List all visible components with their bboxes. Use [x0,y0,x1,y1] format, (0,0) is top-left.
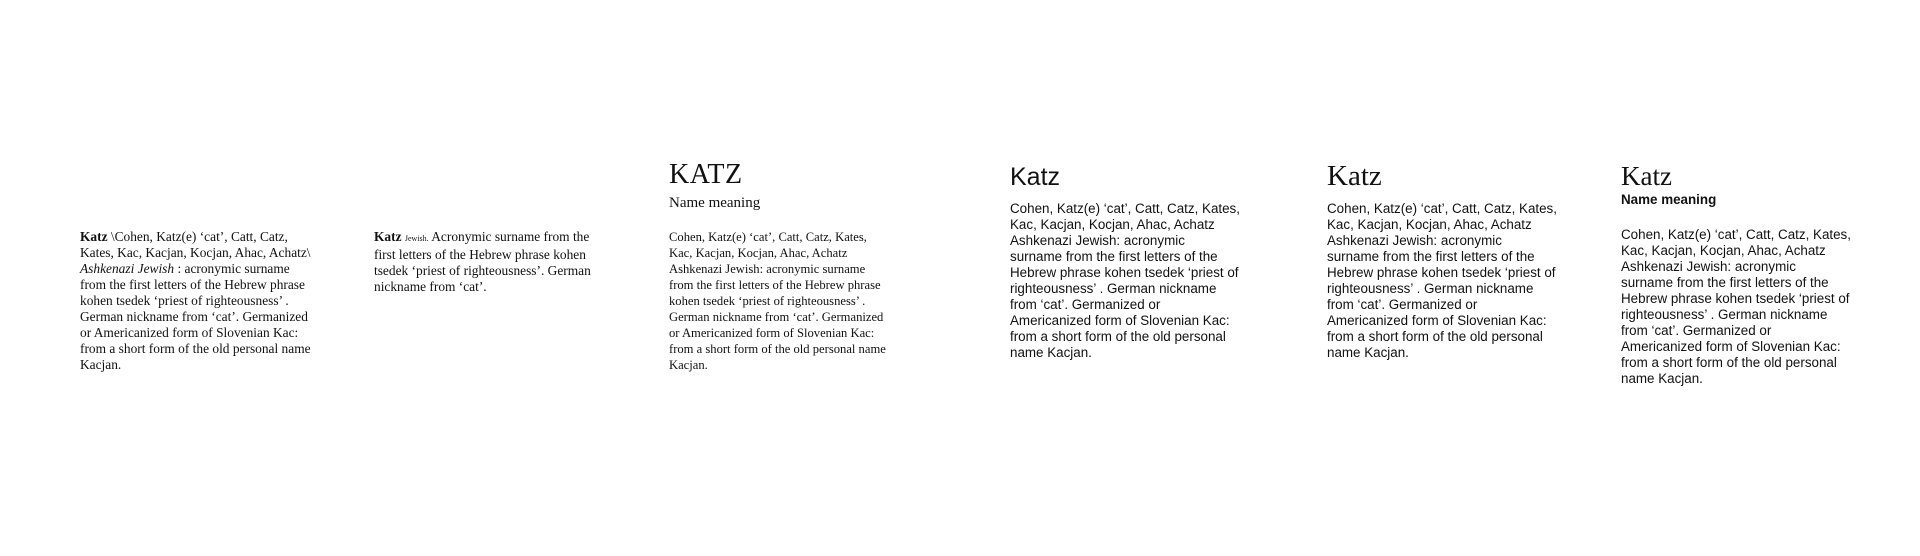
name-meaning-card-serif [669,160,891,373]
entry-paragraph [80,229,312,373]
entry-surname: Katz [80,229,108,244]
card-title: KATZ [669,159,743,190]
card-title: Katz [1327,160,1382,192]
card-title: Katz [1621,161,1672,191]
card-subtitle: Name meaning [669,195,761,211]
card-title: Katz [1010,163,1061,191]
name-meaning-card-mixed [1327,161,1557,361]
entry-variants: \Cohen, Katz(e) ‘cat’, Catt, Catz, Kates, Kac, Kacjan, Kocjan, Ahac, Achatz\ [80,229,311,260]
entry-definition: : acronymic surname from the first letters of the Hebrew phrase kohen tsedek ‘priest of righteousness’ . German nickname from ‘cat’. Germanized or Americanized form of Slovenian Kac: from a short form of the old personal name Kacjan. [80,261,311,372]
card-body: Cohen, Katz(e) ‘cat’, Catt, Catz, Kates, Kac, Kacjan, Kocjan, Ahac, Achatz Ashkenazi Jewish: acronymic surname from the first letters of the Hebrew phrase kohen tsedek ‘priest of righteousness’ . German nickname from ‘cat’. Germanized or Americanized form of Slovenian Kac: from a short form of the old personal name Kacjan. [1327,201,1557,360]
name-meaning-card-sans [1010,163,1240,361]
card-subtitle: Name meaning [1621,192,1717,207]
entry-origin-tag: Jewish. [404,234,429,243]
entry-definition: Acronymic surname from the first letters of the Hebrew phrase kohen tsedek ‘priest of righteousness’. German nickname from ‘cat’. [374,229,591,294]
name-entry-dictionary [80,229,312,373]
entry-origin: Ashkenazi Jewish [80,261,175,276]
card-body: Cohen, Katz(e) ‘cat’, Catt, Catz, Kates, Kac, Kacjan, Kocjan, Ahac, Achatz Ashkenazi Jewish: acronymic surname from the first letters of the Hebrew phrase kohen tsedek ‘priest of righteousness’ . German nickname from ‘cat’. Germanized or Americanized form of Slovenian Kac: from a short form of the old personal name Kacjan. [669,230,886,372]
name-entry-compact [374,229,606,295]
entry-surname: Katz [374,229,402,244]
card-body: Cohen, Katz(e) ‘cat’, Catt, Catz, Kates, Kac, Kacjan, Kocjan, Ahac, Achatz Ashkenazi Jewish: acronymic surname from the first letters of the Hebrew phrase kohen tsedek ‘priest of righteousness’ . German nickname from ‘cat’. Germanized or Americanized form of Slovenian Kac: from a short form of the old personal name Kacjan. [1010,201,1240,360]
card-body: Cohen, Katz(e) ‘cat’, Catt, Catz, Kates, Kac, Kacjan, Kocjan, Ahac, Achatz Ashkenazi Jewish: acronymic surname from the first letters of the Hebrew phrase kohen tsedek ‘priest of righteousness’ . German nickname from ‘cat’. Germanized or Americanized form of Slovenian Kac: from a short form of the old personal name Kacjan. [1621,227,1851,386]
name-meaning-card-mixed-subtitle [1621,162,1851,387]
entry-paragraph [374,229,606,295]
